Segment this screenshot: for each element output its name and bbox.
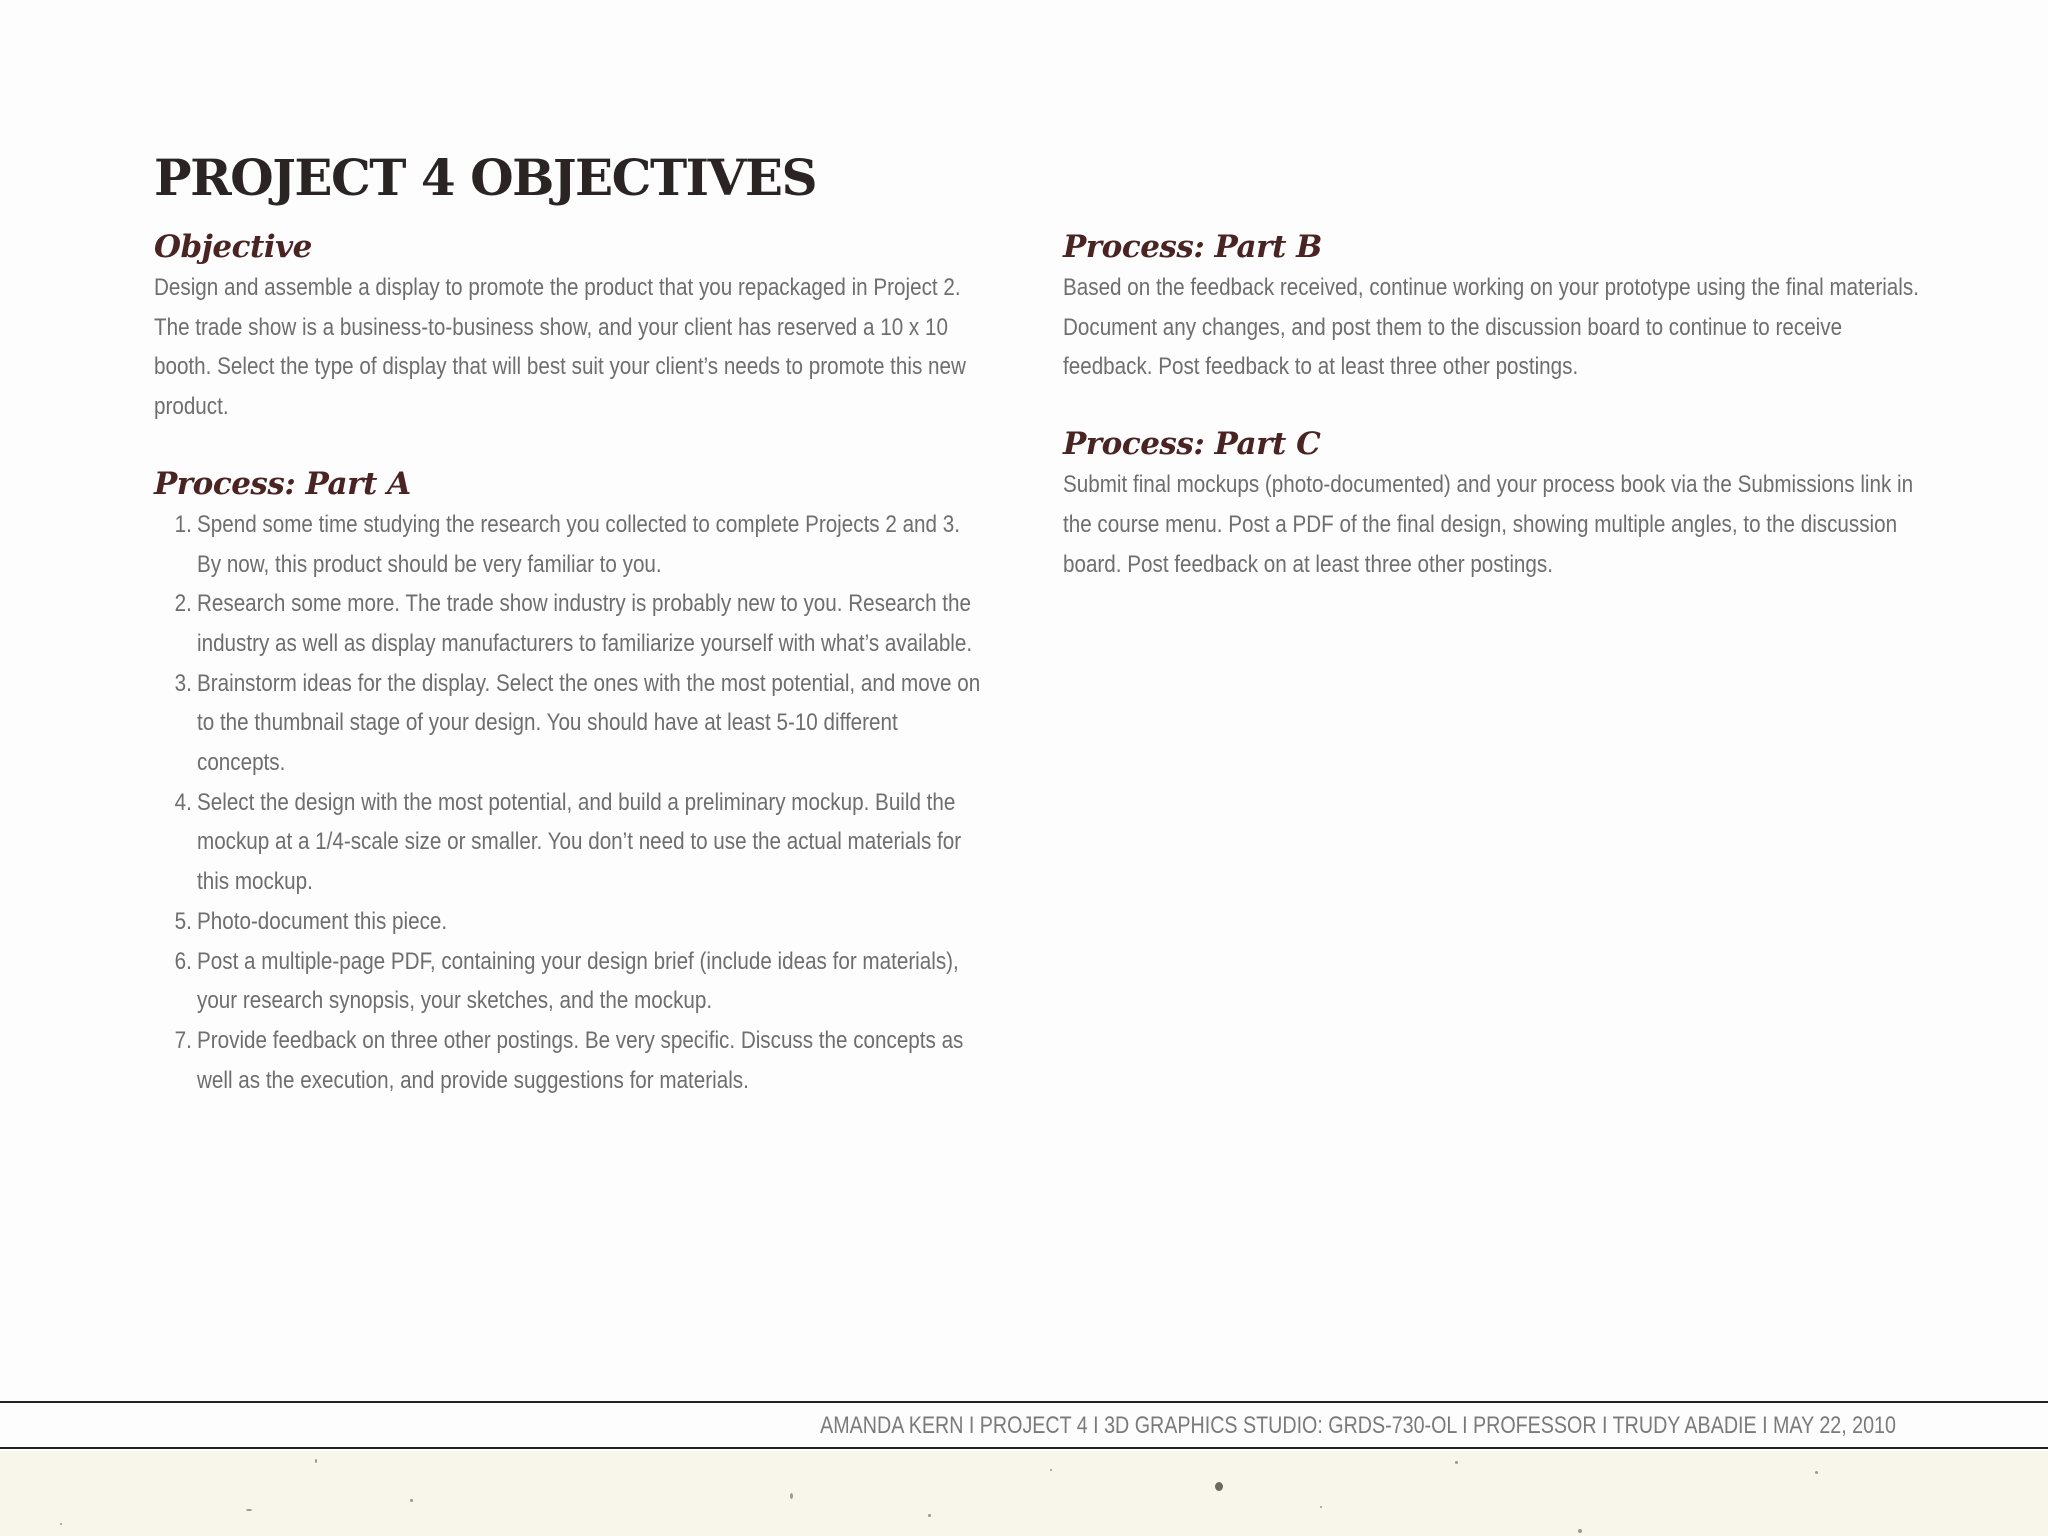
step-item [175,664,982,783]
paper-speck [410,1499,413,1502]
part-b-text: Based on the feedback received, continue working on your prototype using the final materials. Document any changes, and post them to the discussion board to continue to receive feedback. Post feedback to at least three other postings. [1063,274,1919,381]
step-number: 2. [174,590,192,618]
right-column [1063,226,1923,584]
step-text: Provide feedback on three other postings. Be very specific. Discuss the concepts as well as the execution, and provide suggestions for materials. [197,1026,964,1094]
step-item [175,783,982,902]
step-number: 3. [174,669,192,697]
step-number: 5. [174,907,192,935]
part-a-heading: Process: Part A [154,465,411,502]
paper-speck [1050,1469,1052,1471]
paper-speck [246,1509,252,1511]
paper-speck [315,1459,317,1463]
objective-text: Design and assemble a display to promote the product that you repackaged in Project 2. The trade show is a business-to-business show, and your client has reserved a 10 x 10 booth. Select the type of display that will best suit your client’s needs to promote this new product. [154,274,966,421]
paper-speck [928,1514,931,1517]
step-item [175,505,982,584]
paper-texture-strip [0,1451,2048,1536]
paper-speck [1815,1471,1818,1474]
paper-speck [1578,1529,1582,1533]
step-text: Post a multiple-page PDF, containing your design brief (include ideas for materials), your research synopsis, your sketches, and the mockup. [197,947,959,1015]
step-text: Research some more. The trade show industry is probably new to you. Research the industry as well as display manufacturers to familiarize yourself with what’s available. [197,590,973,657]
part-c-text: Submit final mockups (photo-documented) and your process book via the Submissions link in the course menu. Post a PDF of the final design, showing multiple angles, to the discussion board. Post feedback on at least three other postings. [1063,471,1914,578]
step-text: Spend some time studying the research you collected to complete Projects 2 and 3. By now, this product should be very familiar to you. [197,510,960,578]
footer-credits: AMANDA KERN I PROJECT 4 I 3D GRAPHICS STUDIO: GRDS-730-OL I PROFESSOR I TRUDY ABADIE I MAY 22, 2010 [820,1412,1896,1439]
step-item [175,1021,982,1100]
step-number: 1. [174,510,192,538]
step-number: 4. [174,788,192,816]
step-item [175,942,982,1021]
part-a-steps-wrapper [154,505,982,1101]
step-number: 6. [174,947,192,975]
footer-bar [0,1401,2048,1449]
paper-speck [790,1493,793,1499]
paper-speck [1455,1461,1458,1464]
step-text: Photo-document this piece. [197,907,448,935]
step-item [175,584,982,663]
paper-speck [1215,1482,1223,1491]
part-b-heading: Process: Part B [1063,229,1322,265]
step-number: 7. [174,1026,192,1054]
objective-heading: Objective [154,229,312,265]
left-column [154,226,984,1100]
paper-speck [60,1523,62,1525]
paper-speck [1320,1506,1322,1508]
step-text: Brainstorm ideas for the display. Select the ones with the most potential, and move on to the thumbnail stage of your design. You should have at least 5-10 different concepts. [197,669,981,777]
part-a-steps [154,505,982,1101]
page-title: PROJECT 4 OBJECTIVES [154,148,817,207]
step-text: Select the design with the most potential, and build a preliminary mockup. Build the mockup at a 1/4-scale size or smaller. You don’t need to use the actual materials for this mockup. [197,788,962,896]
step-item [175,902,982,942]
part-c-heading: Process: Part C [1063,426,1321,463]
